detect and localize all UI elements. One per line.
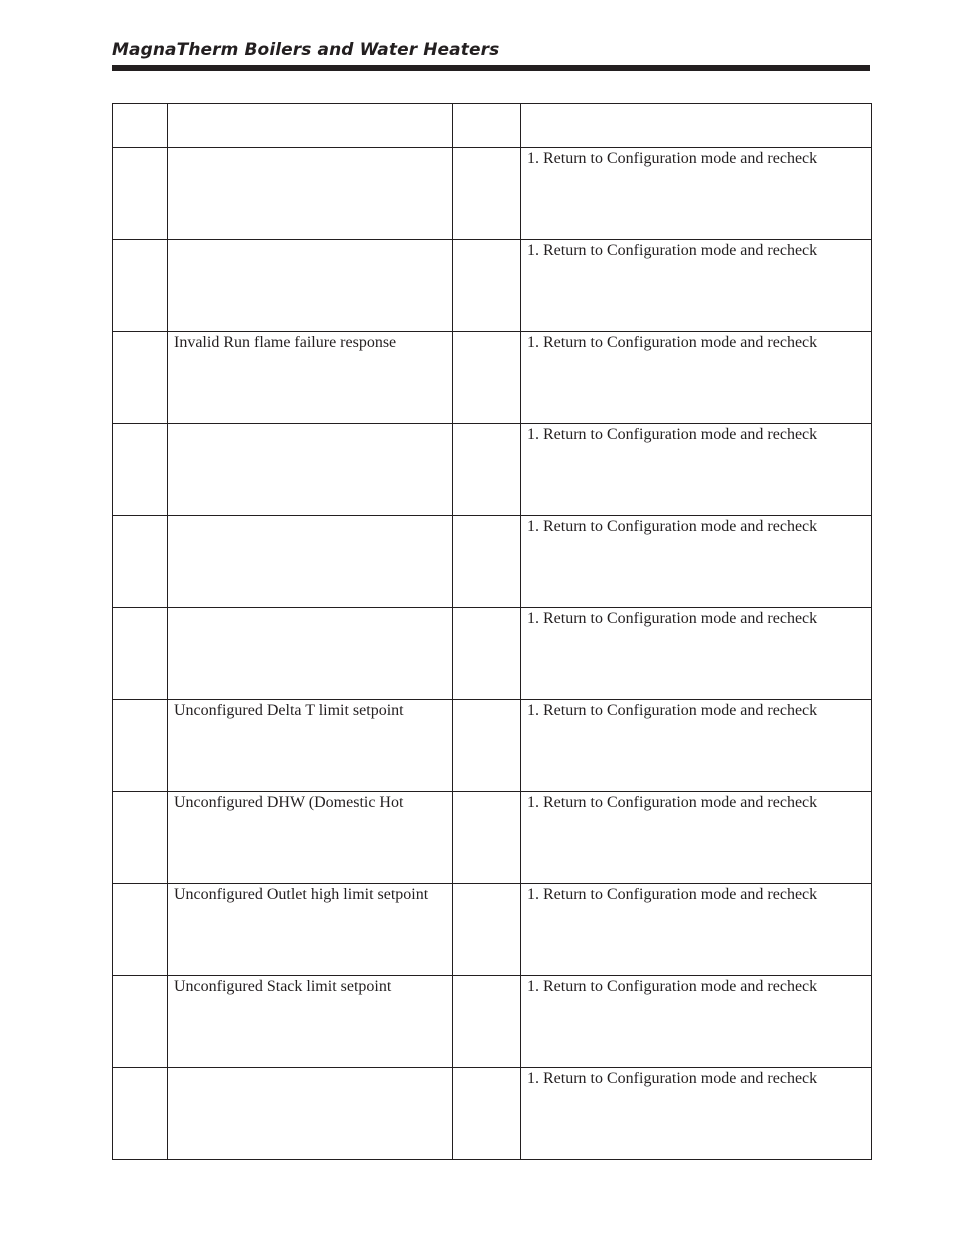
code-cell <box>113 1068 168 1160</box>
code-cell <box>113 424 168 516</box>
action-text: 1. Return to Configuration mode and recheck <box>527 518 818 535</box>
description-cell <box>168 148 453 240</box>
type-cell <box>453 516 521 608</box>
description-text: Unconfigured Delta T limit setpoint <box>174 702 404 719</box>
table-row <box>113 700 872 792</box>
description-cell <box>168 424 453 516</box>
page-title: MagnaTherm Boilers and Water Heaters <box>112 40 500 60</box>
type-cell <box>453 884 521 976</box>
type-cell <box>453 240 521 332</box>
action-text: 1. Return to Configuration mode and recheck <box>527 978 818 995</box>
action-cell <box>521 700 872 792</box>
action-cell <box>521 1068 872 1160</box>
header-cell-code <box>113 104 168 148</box>
description-text: Unconfigured Stack limit setpoint <box>174 978 392 995</box>
table-row <box>113 608 872 700</box>
table-row <box>113 516 872 608</box>
code-cell <box>113 976 168 1068</box>
code-cell <box>113 884 168 976</box>
action-text: 1. Return to Configuration mode and recheck <box>527 794 818 811</box>
description-cell <box>168 240 453 332</box>
code-cell <box>113 516 168 608</box>
code-cell <box>113 608 168 700</box>
type-cell <box>453 976 521 1068</box>
type-cell <box>453 700 521 792</box>
description-text: Unconfigured DHW (Domestic Hot <box>174 794 404 811</box>
action-cell <box>521 516 872 608</box>
action-text: 1. Return to Configuration mode and recheck <box>527 334 818 351</box>
action-text: 1. Return to Configuration mode and recheck <box>527 242 818 259</box>
table-row <box>113 792 872 884</box>
action-cell <box>521 884 872 976</box>
header-cell-action <box>521 104 872 148</box>
description-cell <box>168 700 453 792</box>
description-cell <box>168 792 453 884</box>
header-cell-description <box>168 104 453 148</box>
table-row <box>113 332 872 424</box>
type-cell <box>453 148 521 240</box>
description-cell <box>168 516 453 608</box>
troubleshooting-table <box>112 103 872 1160</box>
table-row <box>113 424 872 516</box>
action-cell <box>521 332 872 424</box>
table-row <box>113 976 872 1068</box>
action-text: 1. Return to Configuration mode and recheck <box>527 702 818 719</box>
description-cell <box>168 332 453 424</box>
type-cell <box>453 608 521 700</box>
code-cell <box>113 240 168 332</box>
description-cell <box>168 608 453 700</box>
action-text: 1. Return to Configuration mode and recheck <box>527 150 818 167</box>
table-row <box>113 148 872 240</box>
troubleshooting-table-container <box>112 103 871 1160</box>
code-cell <box>113 700 168 792</box>
type-cell <box>453 1068 521 1160</box>
type-cell <box>453 332 521 424</box>
header-cell-type <box>453 104 521 148</box>
action-cell <box>521 608 872 700</box>
action-text: 1. Return to Configuration mode and recheck <box>527 886 818 903</box>
action-text: 1. Return to Configuration mode and recheck <box>527 426 818 443</box>
table-row <box>113 240 872 332</box>
action-cell <box>521 976 872 1068</box>
action-text: 1. Return to Configuration mode and recheck <box>527 610 818 627</box>
code-cell <box>113 792 168 884</box>
action-cell <box>521 424 872 516</box>
action-cell <box>521 240 872 332</box>
type-cell <box>453 424 521 516</box>
table-header-row <box>113 104 872 148</box>
table-row <box>113 884 872 976</box>
description-text: Unconfigured Outlet high limit setpoint <box>174 886 429 903</box>
description-cell <box>168 1068 453 1160</box>
description-cell <box>168 976 453 1068</box>
action-cell <box>521 148 872 240</box>
action-text: 1. Return to Configuration mode and recheck <box>527 1070 818 1087</box>
code-cell <box>113 148 168 240</box>
code-cell <box>113 332 168 424</box>
header-rule <box>112 65 870 71</box>
description-text: Invalid Run flame failure response <box>174 334 397 351</box>
description-cell <box>168 884 453 976</box>
type-cell <box>453 792 521 884</box>
table-row <box>113 1068 872 1160</box>
action-cell <box>521 792 872 884</box>
